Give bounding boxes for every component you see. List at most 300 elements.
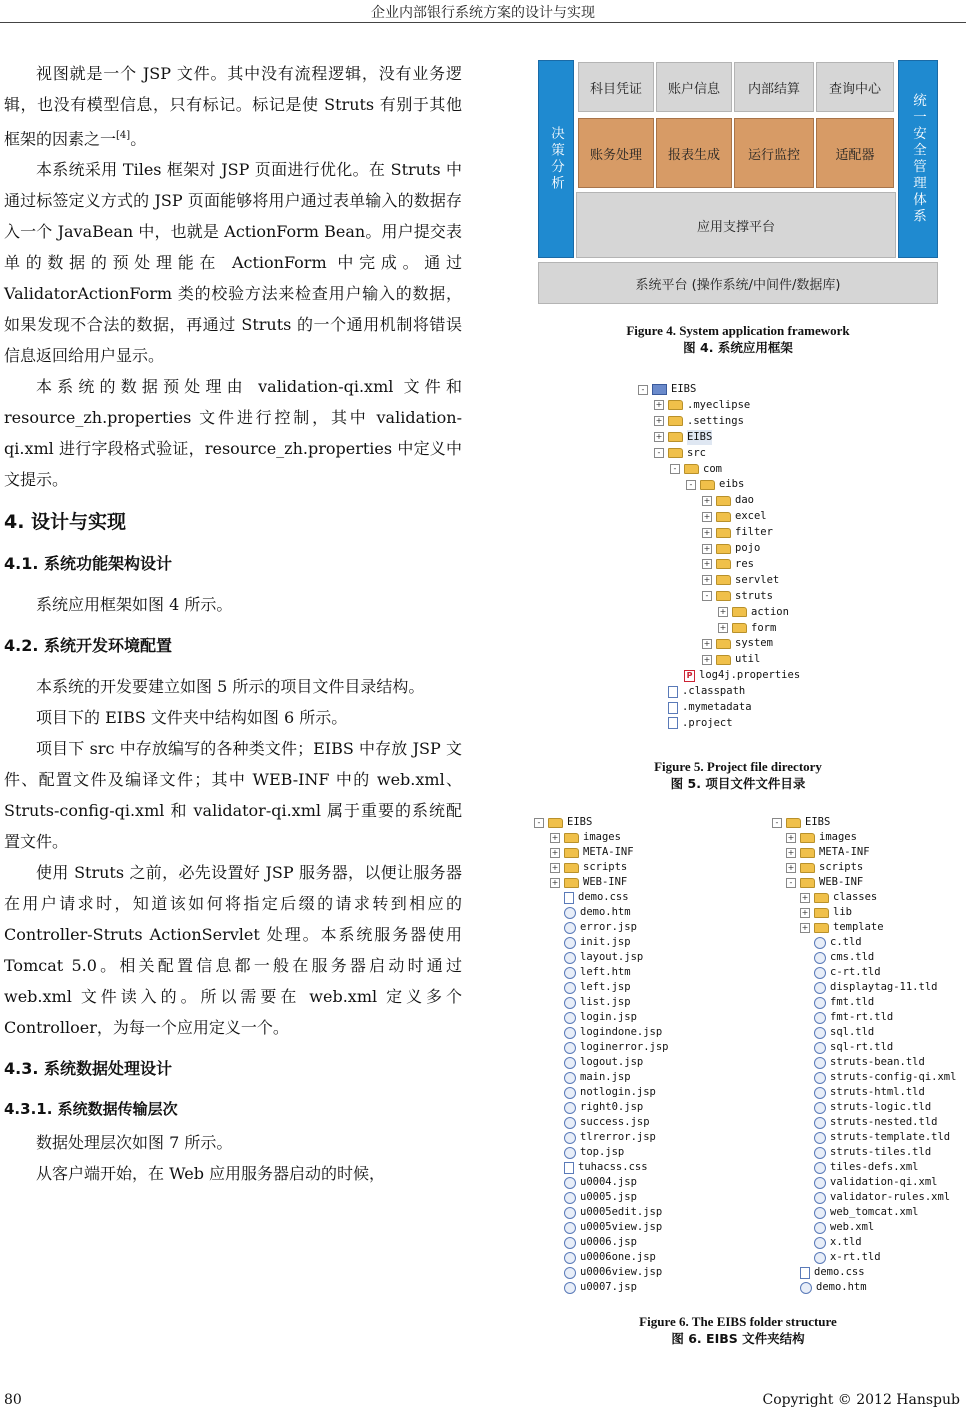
tree-item[interactable] xyxy=(786,860,863,875)
tree-item-label: c-rt.tld xyxy=(830,966,881,978)
tree-item-label: struts-nested.tld xyxy=(830,1116,938,1128)
folder-icon xyxy=(668,416,683,426)
expand-icon[interactable]: + xyxy=(703,527,711,537)
tree-item[interactable] xyxy=(550,1085,656,1100)
tree-item[interactable] xyxy=(654,398,750,413)
tree-item-label: right0.jsp xyxy=(580,1101,644,1113)
tree-item-label: pojo xyxy=(735,542,761,554)
tree-item-label: main.jsp xyxy=(580,1071,631,1083)
jsp-file-icon xyxy=(564,1072,576,1084)
tree-item-label: u0006view.jsp xyxy=(580,1266,663,1278)
paragraph-8: 使用 Struts 之前，必先设置好 JSP 服务器，以便让服务器在用户请求时，知道该如何将指定后缀的请求转到相应的 Controller-Struts ActionServlet 处理。本系统服务器使用 Tomcat 5.0。相关配置信息都一般在服务器启动时通过 web.xml 文件读入的。所以需要在 web.xml 定义多个 Controlloer，为每一个应用定义一个。 xyxy=(4,863,462,1038)
tree-item-label: struts-html.tld xyxy=(830,1086,925,1098)
tree-item-label: u0007.jsp xyxy=(580,1281,637,1293)
tree-item[interactable] xyxy=(550,950,643,965)
collapse-icon[interactable]: - xyxy=(686,480,696,490)
tree-item[interactable] xyxy=(550,920,637,935)
tree-item-label: util xyxy=(735,653,761,666)
jsp-file-icon xyxy=(564,1102,576,1114)
tree-item[interactable] xyxy=(550,1190,637,1205)
header-rule xyxy=(0,22,966,23)
jsp-file-icon xyxy=(564,937,576,949)
tree-item-label: WEB-INF xyxy=(583,876,628,888)
tree-item-label: system xyxy=(735,637,773,650)
tree-item[interactable] xyxy=(786,875,863,890)
folder-icon xyxy=(800,833,815,843)
tree-item[interactable] xyxy=(800,1055,925,1070)
tree-item-label: sql.tld xyxy=(830,1026,875,1038)
tree-item[interactable] xyxy=(702,652,760,667)
tree-item-label: scripts xyxy=(583,861,628,873)
tree-item[interactable] xyxy=(718,605,789,620)
tree-item-label: src xyxy=(687,446,706,459)
tree-item-label: demo.css xyxy=(578,891,629,903)
expand-icon[interactable]: + xyxy=(703,543,711,553)
page-number: 80 xyxy=(4,1392,22,1408)
system-platform: 系统平台 (操作系统/中间件/数据库) xyxy=(538,262,938,304)
tree-item-label: u0005.jsp xyxy=(580,1191,637,1203)
tree-item[interactable] xyxy=(686,477,744,492)
jsp-file-icon xyxy=(814,967,826,979)
tree-item[interactable] xyxy=(800,905,852,920)
figure-6-caption xyxy=(536,1313,940,1347)
jsp-file-icon xyxy=(800,1282,812,1294)
expand-icon[interactable]: + xyxy=(719,607,727,617)
tree-item-label: EIBS xyxy=(567,816,593,828)
tree-item-label: x.tld xyxy=(830,1236,862,1248)
paragraph-10: 从客户端开始，在 Web 应用服务器启动的时候， xyxy=(36,1164,386,1184)
paragraph-1 xyxy=(4,58,462,154)
tree-item-label: .mymetadata xyxy=(682,701,752,713)
tree-item[interactable] xyxy=(800,920,884,935)
tree-item[interactable] xyxy=(550,1115,650,1130)
folder-icon xyxy=(814,893,829,903)
tree-item[interactable] xyxy=(800,935,862,950)
tree-item-label: images xyxy=(583,831,621,843)
expand-icon[interactable]: + xyxy=(801,892,809,902)
tree-item-label: scripts xyxy=(819,861,864,873)
tree-item[interactable] xyxy=(800,1010,893,1025)
tree-item-label: struts-tiles.tld xyxy=(830,1146,932,1158)
paragraph-1-end: 。 xyxy=(130,129,147,149)
expand-icon[interactable]: + xyxy=(719,623,727,632)
tree-item-label: log4j.properties xyxy=(699,669,801,682)
folder-icon xyxy=(564,878,579,888)
tree-item[interactable] xyxy=(702,493,754,508)
file-icon xyxy=(800,1267,810,1279)
figure-5-caption xyxy=(536,758,940,792)
tree-item-label: struts-bean.tld xyxy=(830,1056,925,1068)
folder-icon xyxy=(548,818,563,828)
tree-item-label: u0005view.jsp xyxy=(580,1221,663,1233)
tree-item[interactable] xyxy=(550,935,631,950)
expand-icon[interactable]: + xyxy=(787,847,795,857)
folder-icon xyxy=(786,818,801,828)
tree-item[interactable] xyxy=(550,860,627,875)
tree-item[interactable] xyxy=(550,1130,656,1145)
jsp-file-icon xyxy=(564,1267,576,1279)
jsp-file-icon xyxy=(814,1222,826,1234)
section-heading-4-1: 4.1. 系统功能架构设计 xyxy=(4,554,172,574)
jsp-file-icon xyxy=(564,1282,576,1294)
tree-item[interactable] xyxy=(702,573,779,588)
tree-item[interactable] xyxy=(550,1265,662,1280)
tree-item[interactable] xyxy=(800,1130,950,1145)
tree-item-label: form xyxy=(751,621,777,634)
folder-icon xyxy=(700,480,715,490)
tree-item[interactable] xyxy=(702,589,773,604)
jsp-file-icon xyxy=(814,1237,826,1249)
tree-item-label: .settings xyxy=(687,414,744,427)
tree-item[interactable] xyxy=(800,980,937,995)
tree-item[interactable] xyxy=(800,950,874,965)
tree-item[interactable] xyxy=(800,1175,937,1190)
jsp-file-icon xyxy=(564,1252,576,1264)
expand-icon[interactable]: + xyxy=(703,638,711,648)
module-box: 账务处理 xyxy=(578,118,654,188)
expand-icon[interactable]: + xyxy=(703,654,711,664)
security-system-bar: 统一安全管理体系 xyxy=(898,60,938,258)
tree-item[interactable] xyxy=(670,668,800,683)
tree-item-label: servlet xyxy=(735,573,780,586)
tree-item[interactable] xyxy=(800,965,881,980)
tree-item[interactable] xyxy=(550,905,631,920)
tree-item[interactable] xyxy=(550,1040,669,1055)
tree-item[interactable] xyxy=(670,462,722,477)
tree-item[interactable] xyxy=(800,1160,919,1175)
collapse-icon[interactable]: - xyxy=(702,591,712,601)
folder-icon xyxy=(716,559,731,569)
expand-icon[interactable]: + xyxy=(703,511,711,521)
jsp-file-icon xyxy=(814,1252,826,1264)
caption-en: Figure 4. System application framework xyxy=(626,323,850,338)
collapse-icon[interactable]: - xyxy=(786,878,796,888)
tree-item-label: left.htm xyxy=(580,966,631,978)
module-box: 科目凭证 xyxy=(578,62,654,112)
tree-item[interactable] xyxy=(550,830,621,845)
jsp-file-icon xyxy=(564,1237,576,1249)
module-box: 适配器 xyxy=(816,118,894,188)
jsp-file-icon xyxy=(814,1072,826,1084)
tree-item-label: web_tomcat.xml xyxy=(830,1206,919,1218)
jsp-file-icon xyxy=(564,952,576,964)
jsp-file-icon xyxy=(814,1147,826,1159)
tree-item[interactable] xyxy=(800,1220,874,1235)
section-heading-4: 4. 设计与实现 xyxy=(4,511,127,534)
section-heading-4-2: 4.2. 系统开发环境配置 xyxy=(4,636,172,656)
expand-icon[interactable]: + xyxy=(655,416,663,426)
tree-item[interactable] xyxy=(786,845,870,860)
citation-ref[interactable]: [4] xyxy=(116,130,131,141)
tree-item-label: cms.tld xyxy=(830,951,875,963)
tree-item[interactable] xyxy=(550,890,629,905)
folder-icon xyxy=(732,623,747,633)
tree-item-label: struts-config-qi.xml xyxy=(830,1071,957,1083)
tree-item[interactable] xyxy=(800,1115,937,1130)
tree-item[interactable] xyxy=(550,845,634,860)
tree-item-label: com xyxy=(703,462,722,475)
section-heading-4-3: 4.3. 系统数据处理设计 xyxy=(4,1059,172,1079)
tree-item-label: success.jsp xyxy=(580,1116,650,1128)
folder-icon xyxy=(814,908,829,918)
tree-item-label: .project xyxy=(682,716,733,729)
folder-icon xyxy=(800,878,815,888)
figure-5-tree xyxy=(638,382,842,734)
expand-icon[interactable]: + xyxy=(551,847,559,857)
expand-icon[interactable]: + xyxy=(551,877,559,887)
folder-icon xyxy=(716,639,731,649)
jsp-file-icon xyxy=(814,982,826,994)
folder-icon xyxy=(716,496,731,506)
tree-item-label: notlogin.jsp xyxy=(580,1086,656,1098)
jsp-file-icon xyxy=(814,1207,826,1219)
tree-item-label: validation-qi.xml xyxy=(830,1176,938,1188)
expand-icon[interactable]: + xyxy=(703,495,711,505)
caption-zh: 图 5. 项目文件文件目录 xyxy=(670,776,806,791)
tree-item[interactable] xyxy=(550,1055,643,1070)
support-platform: 应用支撑平台 xyxy=(576,192,896,258)
tree-item[interactable] xyxy=(702,636,773,651)
jsp-file-icon xyxy=(814,1027,826,1039)
module-box: 查询中心 xyxy=(816,62,894,112)
jsp-file-icon xyxy=(814,1132,826,1144)
tree-item-label: demo.css xyxy=(814,1266,865,1278)
tree-item-label: c.tld xyxy=(830,936,862,948)
tree-item-label: loginerror.jsp xyxy=(580,1041,669,1053)
tree-item-label: u0006.jsp xyxy=(580,1236,637,1248)
tree-item-label: logout.jsp xyxy=(580,1056,644,1068)
file-icon xyxy=(668,702,678,714)
tree-item-label: .classpath xyxy=(682,685,746,698)
tree-item[interactable] xyxy=(550,1070,631,1085)
tree-item[interactable] xyxy=(800,1235,862,1250)
tree-item-label: u0005edit.jsp xyxy=(580,1206,663,1218)
tree-item[interactable] xyxy=(786,830,857,845)
tree-item[interactable] xyxy=(800,1085,925,1100)
folder-icon xyxy=(564,863,579,873)
tree-item-label: lib xyxy=(833,906,852,918)
tree-item[interactable] xyxy=(638,382,696,397)
tree-item[interactable] xyxy=(654,446,706,461)
tree-item[interactable] xyxy=(550,1220,662,1235)
figure-4-caption xyxy=(536,322,940,356)
tree-item[interactable] xyxy=(550,1280,637,1295)
collapse-icon[interactable]: - xyxy=(670,464,680,474)
tree-item[interactable] xyxy=(550,1235,637,1250)
figure-6-tree-left xyxy=(534,815,764,1297)
tree-item[interactable] xyxy=(800,1070,956,1085)
tree-item-label: list.jsp xyxy=(580,996,631,1008)
tree-item[interactable] xyxy=(550,1250,656,1265)
jsp-file-icon xyxy=(814,997,826,1009)
tree-item-label: displaytag-11.tld xyxy=(830,981,938,993)
jsp-file-icon xyxy=(564,997,576,1009)
tree-item-label: sql-rt.tld xyxy=(830,1041,894,1053)
copyright: Copyright © 2012 Hanspub xyxy=(762,1392,960,1408)
jsp-file-icon xyxy=(814,1012,826,1024)
tree-item-label: EIBS xyxy=(805,816,831,828)
jsp-file-icon xyxy=(564,1192,576,1204)
tree-item[interactable] xyxy=(702,541,760,556)
jsp-file-icon xyxy=(564,1027,576,1039)
tree-item[interactable] xyxy=(534,815,592,830)
expand-icon[interactable]: + xyxy=(551,862,559,872)
folder-icon xyxy=(716,512,731,522)
tree-item[interactable] xyxy=(702,509,767,524)
tree-item[interactable] xyxy=(800,1190,950,1205)
tree-item-label: u0004.jsp xyxy=(580,1176,637,1188)
tree-item-label: x-rt.tld xyxy=(830,1251,881,1263)
folder-icon xyxy=(716,528,731,538)
paragraph-2: 本系统采用 Tiles 框架对 JSP 页面进行优化。在 Struts 中通过标签定义方式的 JSP 页面能够将用户通过表单输入的数据存入一个 JavaBean 中，也就是 ActionForm Bean。用户提交表单的数据的预处理能在 ActionForm 中完成。通过 ValidatorActionForm 类的校验方法来检查用户输入的数据，如果发现不合法的数据，再通过 Struts 的一个通用机制将错误信息返回给用户显示。 xyxy=(4,160,462,366)
folder-icon xyxy=(564,848,579,858)
jsp-file-icon xyxy=(814,1057,826,1069)
decision-analysis-bar: 决策分析 xyxy=(538,60,574,258)
left-column xyxy=(4,58,462,1189)
tree-item-label: top.jsp xyxy=(580,1146,625,1158)
jsp-file-icon xyxy=(564,1132,576,1144)
tree-item-label: res xyxy=(735,557,754,570)
folder-icon xyxy=(668,400,683,410)
collapse-icon[interactable]: - xyxy=(772,818,782,828)
tree-item[interactable] xyxy=(702,525,773,540)
collapse-icon[interactable]: - xyxy=(534,818,544,828)
tree-item[interactable] xyxy=(800,1205,919,1220)
expand-icon[interactable]: + xyxy=(787,862,795,872)
jsp-file-icon xyxy=(564,1057,576,1069)
tree-item[interactable] xyxy=(702,557,754,572)
tree-item[interactable] xyxy=(550,965,631,980)
tree-item[interactable] xyxy=(550,1145,624,1160)
tree-item-label: images xyxy=(819,831,857,843)
jsp-file-icon xyxy=(564,982,576,994)
tree-item[interactable] xyxy=(654,684,745,699)
caption-en: Figure 6. The EIBS folder structure xyxy=(639,1314,837,1329)
tree-item[interactable] xyxy=(718,621,776,636)
tree-item-label: classes xyxy=(833,891,878,903)
folder-icon xyxy=(716,591,731,601)
tree-item[interactable] xyxy=(550,1100,643,1115)
jsp-file-icon xyxy=(814,1042,826,1054)
tree-item[interactable] xyxy=(550,1160,648,1175)
caption-zh: 图 4. 系统应用框架 xyxy=(683,340,793,355)
tree-item[interactable] xyxy=(800,995,874,1010)
tree-item[interactable] xyxy=(550,1010,637,1025)
running-header: 企业内部银行系统方案的设计与实现 xyxy=(371,5,595,21)
tree-item[interactable] xyxy=(654,700,752,715)
paragraph-4: 系统应用框架如图 4 所示。 xyxy=(36,595,233,615)
tree-item[interactable] xyxy=(800,1145,931,1160)
tree-item-label: template xyxy=(833,921,884,933)
tree-item-label: excel xyxy=(735,510,767,523)
tree-item[interactable] xyxy=(800,890,877,905)
tree-item[interactable] xyxy=(550,875,627,890)
tree-item-label: login.jsp xyxy=(580,1011,637,1023)
tree-item[interactable] xyxy=(550,1175,637,1190)
jsp-file-icon xyxy=(564,1012,576,1024)
collapse-icon[interactable]: - xyxy=(638,385,648,395)
folder-icon xyxy=(668,432,683,442)
jsp-file-icon xyxy=(814,1117,826,1129)
expand-icon[interactable]: + xyxy=(787,832,795,842)
expand-icon[interactable]: + xyxy=(801,907,809,917)
tree-item[interactable] xyxy=(800,1040,893,1055)
tree-item[interactable] xyxy=(786,1280,867,1295)
tree-item[interactable] xyxy=(654,414,744,429)
file-icon xyxy=(668,717,678,729)
folder-icon xyxy=(716,575,731,585)
file-icon xyxy=(564,892,574,904)
folder-icon xyxy=(814,923,829,933)
expand-icon[interactable]: + xyxy=(551,832,559,842)
module-box: 内部结算 xyxy=(734,62,814,112)
jsp-file-icon xyxy=(564,1207,576,1219)
tree-item-label: fmt-rt.tld xyxy=(830,1011,894,1023)
tree-item[interactable] xyxy=(550,1205,662,1220)
caption-en: Figure 5. Project file directory xyxy=(654,759,822,774)
tree-item[interactable] xyxy=(772,815,830,830)
tree-item[interactable] xyxy=(654,430,712,445)
tree-item[interactable] xyxy=(800,1025,874,1040)
tree-item-label: EIBS xyxy=(671,383,697,395)
jsp-file-icon xyxy=(814,1177,826,1189)
tree-item-label: logindone.jsp xyxy=(580,1026,663,1038)
tree-item-label: META-INF xyxy=(819,846,870,858)
module-box: 账户信息 xyxy=(656,62,732,112)
tree-item[interactable] xyxy=(800,1250,881,1265)
tree-item[interactable] xyxy=(550,995,631,1010)
tree-item[interactable] xyxy=(550,1025,662,1040)
folder-icon xyxy=(800,863,815,873)
caption-zh: 图 6. EIBS 文件夹结构 xyxy=(671,1331,805,1346)
properties-file-icon: P xyxy=(684,670,695,682)
jsp-file-icon xyxy=(564,907,576,919)
figure-6-tree-right xyxy=(772,815,962,1297)
tree-item-label: web.xml xyxy=(830,1221,875,1233)
tree-item-label: eibs xyxy=(719,478,745,491)
tree-item[interactable] xyxy=(786,1265,865,1280)
expand-icon[interactable]: + xyxy=(703,559,711,569)
jsp-file-icon xyxy=(814,1192,826,1204)
paragraph-1-text: 视图就是一个 JSP 文件。其中没有流程逻辑，没有业务逻辑，也没有模型信息，只有标记。标记是使 Struts 有别于其他框架的因素之一 xyxy=(4,64,462,149)
module-box: 报表生成 xyxy=(656,118,732,188)
folder-icon xyxy=(716,655,731,665)
expand-icon[interactable]: + xyxy=(655,432,663,442)
tree-item[interactable] xyxy=(800,1100,931,1115)
tree-item-label: EIBS xyxy=(687,430,713,443)
tree-item-label: init.jsp xyxy=(580,936,631,948)
jsp-file-icon xyxy=(564,1177,576,1189)
module-box: 运行监控 xyxy=(734,118,814,188)
project-icon xyxy=(652,384,667,395)
tree-item-label: fmt.tld xyxy=(830,996,875,1008)
collapse-icon[interactable]: - xyxy=(654,448,664,458)
jsp-file-icon xyxy=(564,1087,576,1099)
jsp-file-icon xyxy=(564,1042,576,1054)
paragraph-3: 本系统的数据预处理由 validation-qi.xml 文件和 resource_zh.properties 文件进行控制，其中 validation-qi.xml 进行字段格式验证，resource_zh.properties 中定义中文提示。 xyxy=(4,377,462,490)
jsp-file-icon xyxy=(814,1087,826,1099)
paragraph-7: 项目下 src 中存放编写的各种类文件；EIBS 中存放 JSP 文件、配置文件及编译文件；其中 WEB-INF 中的 web.xml、Struts-config-qi.xml 和 validator-qi.xml 属于重要的系统配置文件。 xyxy=(4,739,462,852)
file-icon xyxy=(668,686,678,698)
tree-item[interactable] xyxy=(550,980,631,995)
tree-item-label: validator-rules.xml xyxy=(830,1191,951,1203)
tree-item-label: left.jsp xyxy=(580,981,631,993)
expand-icon[interactable]: + xyxy=(801,922,809,932)
expand-icon[interactable]: + xyxy=(655,400,663,410)
folder-icon xyxy=(684,464,699,474)
tree-item[interactable] xyxy=(654,716,733,731)
expand-icon[interactable]: + xyxy=(703,575,711,585)
